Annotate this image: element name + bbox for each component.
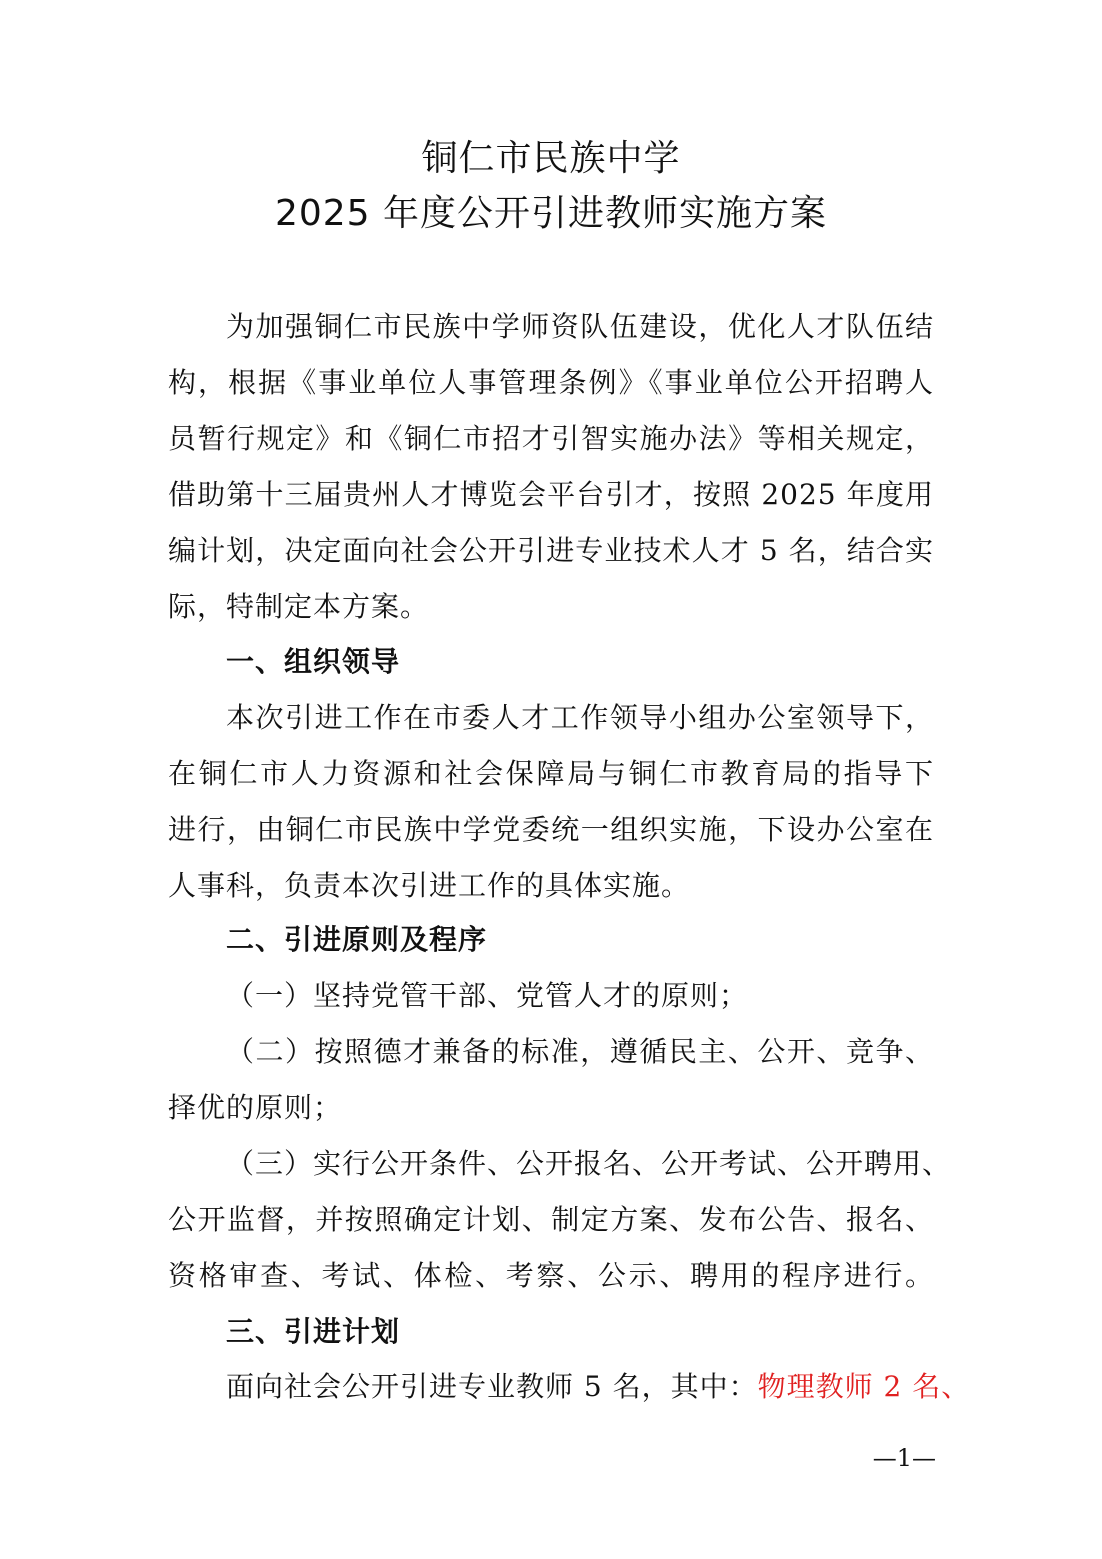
section3-line-1: [226, 1367, 971, 1407]
section1-line-1: 本次引进工作在市委人才工作领导小组办公室领导下，: [226, 701, 934, 734]
section2-heading: 二、引进原则及程序: [226, 923, 488, 956]
intro-line-3: 员暂行规定》和《铜仁市招才引智实施办法》等相关规定，: [168, 422, 934, 455]
section2-item2-line2: 择优的原则；: [168, 1091, 343, 1124]
section2-item3-line1: （三）实行公开条件、公开报名、公开考试、公开聘用、: [226, 1147, 952, 1180]
intro-line-1: 为加强铜仁市民族中学师资队伍建设，优化人才队伍结: [226, 310, 934, 343]
intro-line-5: 编计划，决定面向社会公开引进专业技术人才 5 名，结合实: [168, 534, 934, 567]
section1-line-4: 人事科，负责本次引进工作的具体实施。: [168, 869, 691, 902]
section2-item3-line3: 资格审查、考试、体检、考察、公示、聘用的程序进行。: [168, 1259, 934, 1292]
section2-item1: （一）坚持党管干部、党管人才的原则；: [226, 979, 749, 1012]
section3-highlight-text: 物理教师 2 名、: [757, 1370, 971, 1403]
intro-line-4: 借助第十三届贵州人才博览会平台引才，按照 2025 年度用: [168, 478, 934, 511]
intro-line-2: 构，根据《事业单位人事管理条例》《事业单位公开招聘人: [168, 366, 934, 399]
section3-heading: 三、引进计划: [226, 1315, 401, 1348]
document-title-line1: 铜仁市民族中学: [421, 138, 681, 179]
section3-line-prefix: 面向社会公开引进专业教师 5 名，其中：: [226, 1370, 758, 1403]
section1-line-3: 进行，由铜仁市民族中学党委统一组织实施，下设办公室在: [168, 813, 934, 846]
section2-item3-line2: 公开监督，并按照确定计划、制定方案、发布公告、报名、: [168, 1203, 934, 1236]
section1-line-2: 在铜仁市人力资源和社会保障局与铜仁市教育局的指导下: [168, 757, 934, 790]
intro-line-6: 际，特制定本方案。: [168, 590, 430, 623]
section1-heading: 一、组织领导: [226, 645, 401, 678]
section2-item2-line1: （二）按照德才兼备的标准，遵循民主、公开、竞争、: [226, 1035, 934, 1068]
page-number: —1—: [872, 1444, 936, 1472]
document-title-line2: 2025 年度公开引进教师实施方案: [274, 193, 828, 234]
